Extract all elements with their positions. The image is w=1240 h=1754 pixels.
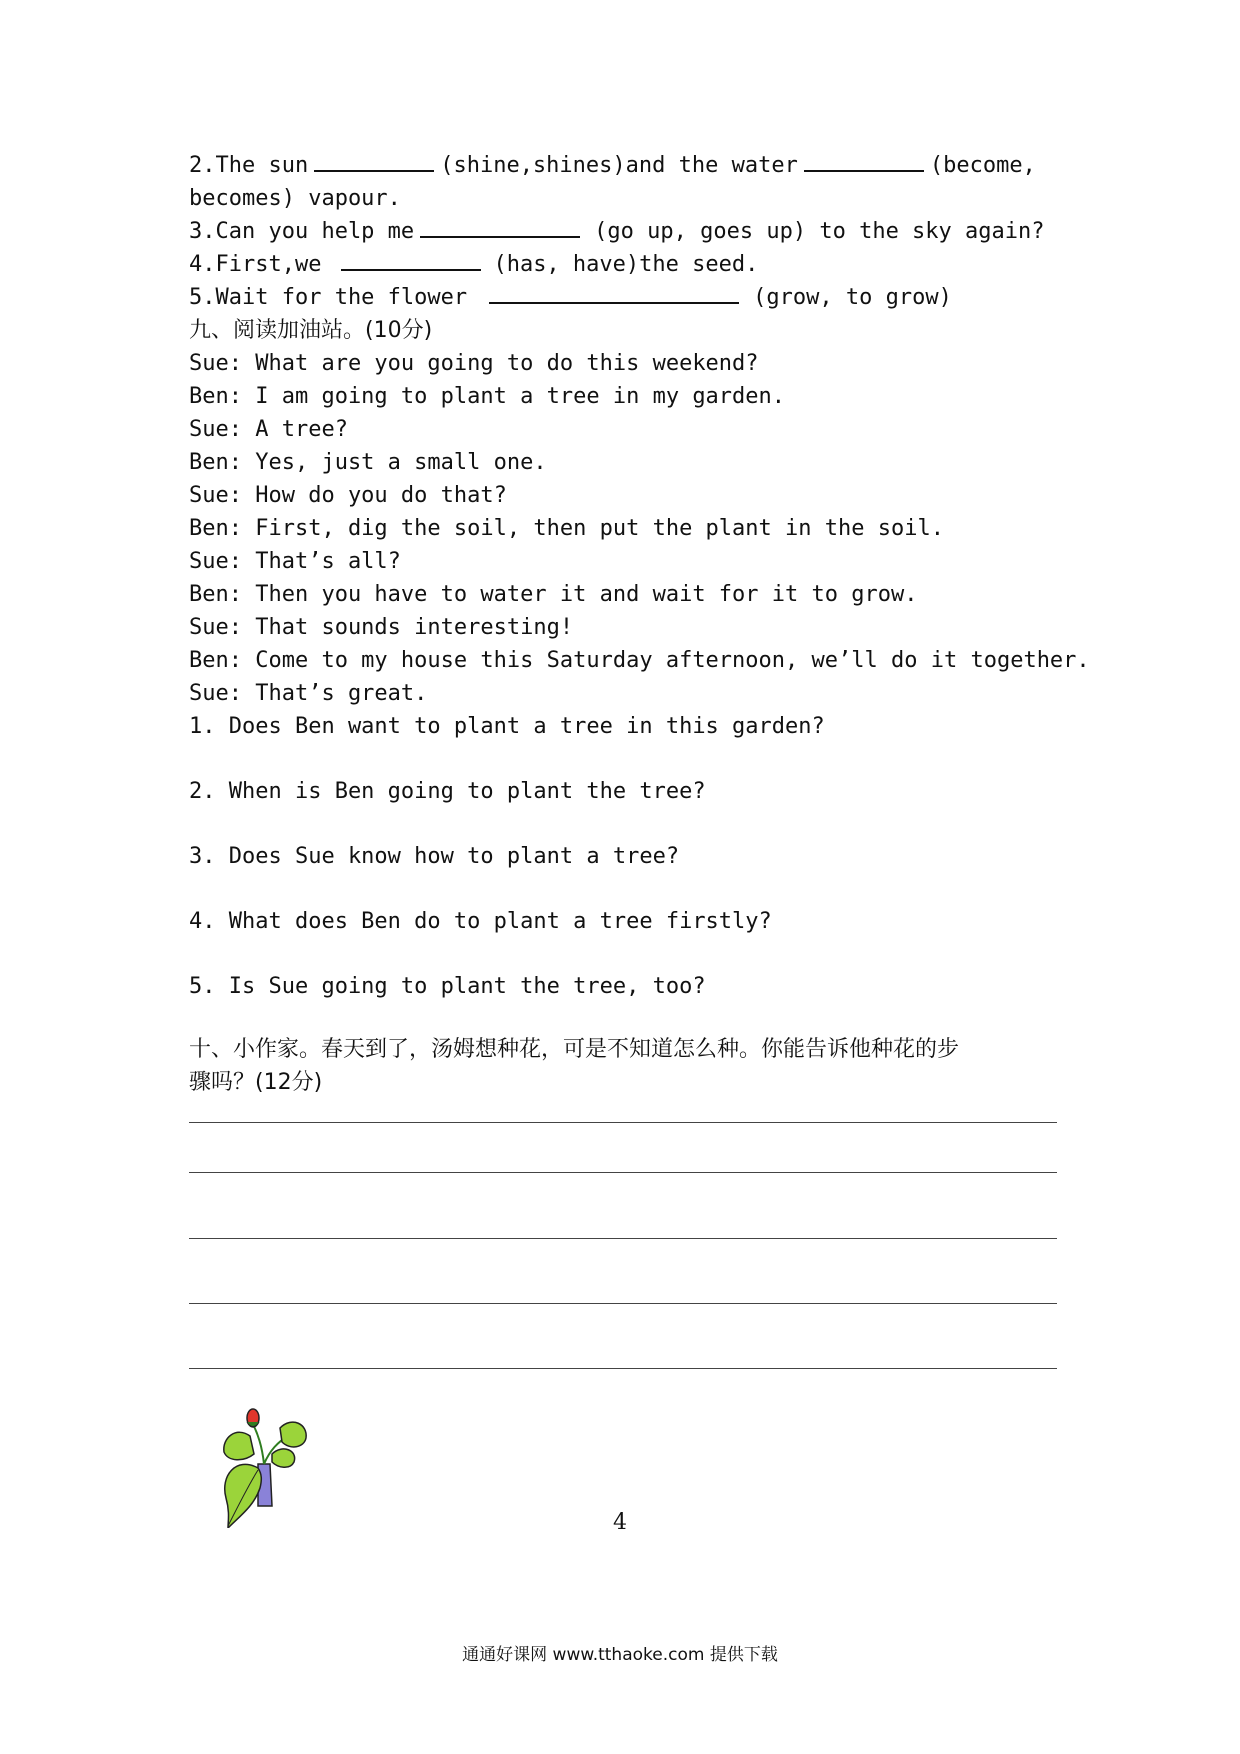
dialogue-line: Sue: That’s great. xyxy=(189,681,428,706)
dialogue-line: Sue: That’s all? xyxy=(189,549,401,574)
dialogue-line: Ben: Then you have to water it and wait for it to grow. xyxy=(189,582,918,607)
dialogue-line: Sue: That sounds interesting! xyxy=(189,615,574,640)
fill-blank-q3 xyxy=(189,216,1061,248)
q4-text-a: 4.First,we xyxy=(189,252,322,277)
dialogue-line: Sue: A tree? xyxy=(189,417,348,442)
writing-answer-line[interactable] xyxy=(189,1368,1057,1369)
q3-text-a: 3.Can you help me xyxy=(189,219,415,244)
reading-question: 1. Does Ben want to plant a tree in this garden? xyxy=(189,714,825,739)
writing-heading-line1: 十、小作家。春天到了，汤姆想种花，可是不知道怎么种。你能告诉他种花的步 xyxy=(189,1037,960,1062)
dialogue-line: Ben: Come to my house this Saturday afternoon, we’ll do it together. xyxy=(189,648,1090,673)
writing-heading-line2: 骤吗？(12分) xyxy=(189,1070,323,1095)
writing-answer-line[interactable] xyxy=(189,1238,1057,1239)
reading-heading: 九、阅读加油站。(10分) xyxy=(189,318,433,343)
dialogue-line: Sue: What are you going to do this weekend? xyxy=(189,351,759,376)
writing-answer-line[interactable] xyxy=(189,1172,1057,1173)
q2-blank-2[interactable] xyxy=(804,150,924,172)
reading-question: 5. Is Sue going to plant the tree, too? xyxy=(189,974,706,999)
fill-blank-q4 xyxy=(189,249,1061,281)
footer-credit: 通通好课网 www.tthaoke.com 提供下载 xyxy=(462,1645,778,1665)
q2-text-b: (shine,shines)and the water xyxy=(440,153,798,178)
q4-text-b: (has, have)the seed. xyxy=(493,252,759,277)
q5-text-b: (grow, to grow) xyxy=(753,285,952,310)
dialogue-line: Sue: How do you do that? xyxy=(189,483,507,508)
q5-blank[interactable] xyxy=(489,282,739,304)
dialogue-line: Ben: I am going to plant a tree in my garden. xyxy=(189,384,786,409)
page-number: 4 xyxy=(613,1510,627,1535)
fill-blank-q2-line1 xyxy=(189,150,1061,182)
q3-blank[interactable] xyxy=(420,216,580,238)
q5-text-a: 5.Wait for the flower xyxy=(189,285,468,310)
q2-text-c: (become, xyxy=(929,153,1036,178)
q2-blank-1[interactable] xyxy=(314,150,434,172)
writing-answer-line[interactable] xyxy=(189,1303,1057,1304)
fill-blank-q5 xyxy=(189,282,1061,314)
q4-blank[interactable] xyxy=(341,249,481,271)
fill-blank-q2-line2 xyxy=(189,183,1061,215)
q3-text-b: (go up, goes up) to the sky again? xyxy=(594,219,1045,244)
writing-answer-line[interactable] xyxy=(189,1122,1057,1123)
q2-text-d: becomes) vapour. xyxy=(189,186,401,211)
reading-question: 2. When is Ben going to plant the tree? xyxy=(189,779,706,804)
reading-question: 3. Does Sue know how to plant a tree? xyxy=(189,844,680,869)
dialogue-line: Ben: First, dig the soil, then put the plant in the soil. xyxy=(189,516,944,541)
reading-question: 4. What does Ben do to plant a tree firstly? xyxy=(189,909,772,934)
dialogue-line: Ben: Yes, just a small one. xyxy=(189,450,547,475)
q2-text-a: 2.The sun xyxy=(189,153,309,178)
